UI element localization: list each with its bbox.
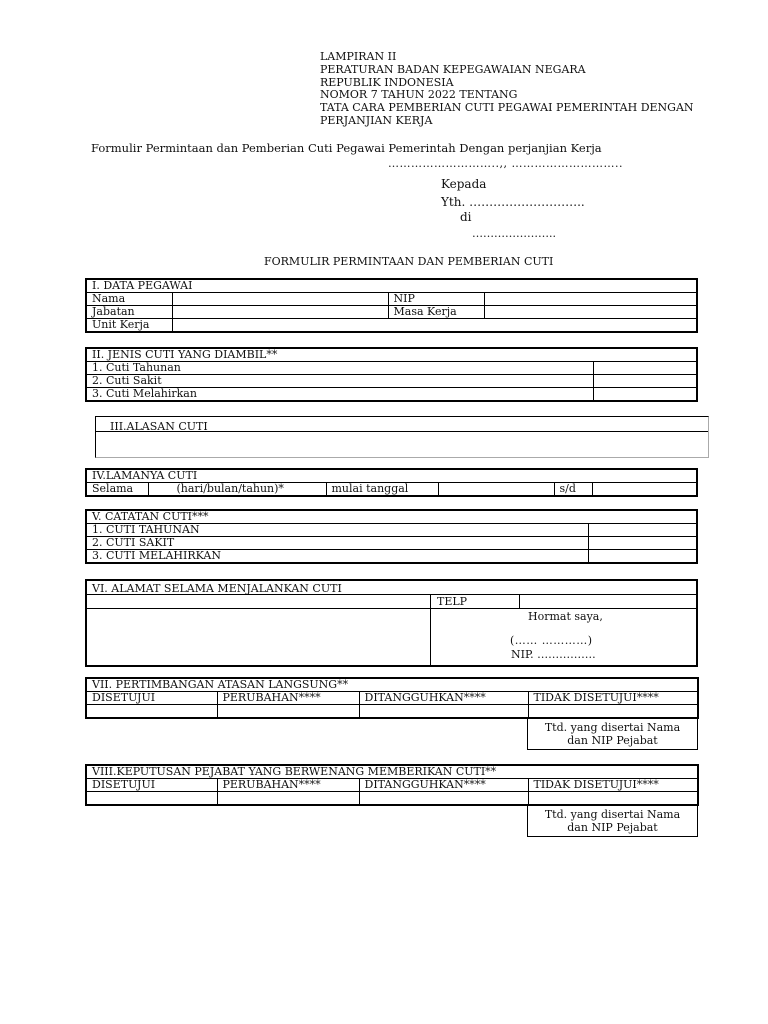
mulai-tanggal-label: mulai tanggal <box>326 483 438 497</box>
pejabat-signature-box[interactable] <box>527 805 698 837</box>
section-title: III.ALASAN CUTI <box>110 420 208 430</box>
perubahan-field[interactable] <box>217 705 359 719</box>
form-title: FORMULIR PERMINTAAN DAN PEMBERIAN CUTI <box>264 255 554 268</box>
nama-field[interactable] <box>172 293 388 306</box>
header-line: PERJANJIAN KERJA <box>320 113 433 127</box>
section-alamat-cuti <box>85 579 698 667</box>
catatan-cuti-field[interactable] <box>588 524 697 537</box>
telp-field[interactable] <box>520 595 695 608</box>
catatan-cuti-item: 2. CUTI SAKIT <box>86 537 588 550</box>
section-jenis-cuti <box>85 347 698 402</box>
jenis-cuti-checkbox[interactable] <box>593 375 697 388</box>
tidak-disetujui-field[interactable] <box>528 705 698 719</box>
section-title: VIII.KEPUTUSAN PEJABAT YANG BERWENANG MEMBERIKAN CUTI** <box>86 765 698 779</box>
catatan-cuti-field[interactable] <box>588 537 697 550</box>
selama-label: Selama <box>86 483 148 497</box>
perubahan-label: PERUBAHAN**** <box>217 692 359 705</box>
disetujui-field[interactable] <box>86 705 217 719</box>
signature-note: dan NIP Pejabat <box>567 734 658 747</box>
alasan-cuti-field[interactable] <box>96 432 708 457</box>
disetujui-field[interactable] <box>86 792 217 806</box>
header-line: PERATURAN BADAN KEPEGAWAIAN NEGARA <box>320 62 586 76</box>
duration-unit-label: (hari/bulan/tahun)* <box>148 483 326 497</box>
unit-kerja-field[interactable] <box>172 319 697 333</box>
jenis-cuti-item: 3. Cuti Melahirkan <box>86 388 593 402</box>
kepada-label: Kepada <box>441 177 487 191</box>
ditangguhkan-field[interactable] <box>359 792 528 806</box>
signature-note: Ttd. yang disertai Nama <box>544 808 681 821</box>
unit-kerja-label: Unit Kerja <box>86 319 172 333</box>
tidak-disetujui-field[interactable] <box>528 792 698 806</box>
nip-field[interactable] <box>484 293 697 306</box>
atasan-signature-box[interactable] <box>527 718 698 750</box>
section-title: VII. PERTIMBANGAN ATASAN LANGSUNG** <box>86 678 698 692</box>
section-catatan-cuti <box>85 509 698 564</box>
hormat-saya: Hormat saya, <box>528 610 603 623</box>
section-pertimbangan-atasan <box>85 677 699 719</box>
address-place-line: ………………….. <box>472 227 556 240</box>
jabatan-field[interactable] <box>172 306 388 319</box>
tidak-disetujui-label: TIDAK DISETUJUI**** <box>528 779 698 792</box>
catatan-cuti-item: 3. CUTI MELAHIRKAN <box>86 550 588 564</box>
yth-line: Yth. ……………………….. <box>441 195 585 209</box>
section-keputusan-pejabat <box>85 764 699 806</box>
tidak-disetujui-label: TIDAK DISETUJUI**** <box>528 692 698 705</box>
section-lamanya-cuti <box>85 468 698 497</box>
telp-label: TELP <box>437 595 468 608</box>
signature-note: Ttd. yang disertai Nama <box>544 721 681 734</box>
di-label: di <box>460 210 472 224</box>
jenis-cuti-item: 1. Cuti Tahunan <box>86 362 593 375</box>
masa-kerja-label: Masa Kerja <box>388 306 484 319</box>
nip-label: NIP <box>388 293 484 306</box>
lampiran-header <box>320 51 694 128</box>
section-data-pegawai <box>85 278 698 333</box>
header-line: REPUBLIK INDONESIA <box>320 75 454 89</box>
place-date-line: ………………………..,, ……………………….. <box>388 157 623 170</box>
nama-label: Nama <box>86 293 172 306</box>
start-date-field[interactable] <box>438 483 554 497</box>
section-alasan-cuti <box>95 416 709 458</box>
perubahan-label: PERUBAHAN**** <box>217 779 359 792</box>
section-title: IV.LAMANYA CUTI <box>86 469 697 483</box>
ditangguhkan-label: DITANGGUHKAN**** <box>359 692 528 705</box>
perubahan-field[interactable] <box>217 792 359 806</box>
alamat-field[interactable] <box>88 609 429 664</box>
section-title: I. DATA PEGAWAI <box>86 279 697 293</box>
masa-kerja-field[interactable] <box>484 306 697 319</box>
end-date-field[interactable] <box>592 483 697 497</box>
section-title: II. JENIS CUTI YANG DIAMBIL** <box>86 348 697 362</box>
catatan-cuti-field[interactable] <box>588 550 697 564</box>
header-line: LAMPIRAN II <box>320 50 397 63</box>
signature-note: dan NIP Pejabat <box>567 821 658 834</box>
signature-name-line: (…… …………) <box>510 634 593 647</box>
catatan-cuti-item: 1. CUTI TAHUNAN <box>86 524 588 537</box>
intro-text: Formulir Permintaan dan Pemberian Cuti Pegawai Pemerintah Dengan perjanjian Kerja <box>91 141 602 155</box>
header-line: TATA CARA PEMBERIAN CUTI PEGAWAI PEMERINTAH DENGAN <box>320 101 694 115</box>
disetujui-label: DISETUJUI <box>86 779 217 792</box>
header-line: NOMOR 7 TAHUN 2022 TENTANG <box>320 88 518 102</box>
signature-nip-line: NIP. ……………. <box>511 648 596 661</box>
jabatan-label: Jabatan <box>86 306 172 319</box>
jenis-cuti-checkbox[interactable] <box>593 362 697 375</box>
ditangguhkan-label: DITANGGUHKAN**** <box>359 779 528 792</box>
ditangguhkan-field[interactable] <box>359 705 528 719</box>
section-title: V. CATATAN CUTI*** <box>86 510 697 524</box>
sd-label: s/d <box>554 483 592 497</box>
section-title: VI. ALAMAT SELAMA MENJALANKAN CUTI <box>92 582 342 595</box>
jenis-cuti-item: 2. Cuti Sakit <box>86 375 593 388</box>
disetujui-label: DISETUJUI <box>86 692 217 705</box>
jenis-cuti-checkbox[interactable] <box>593 388 697 402</box>
